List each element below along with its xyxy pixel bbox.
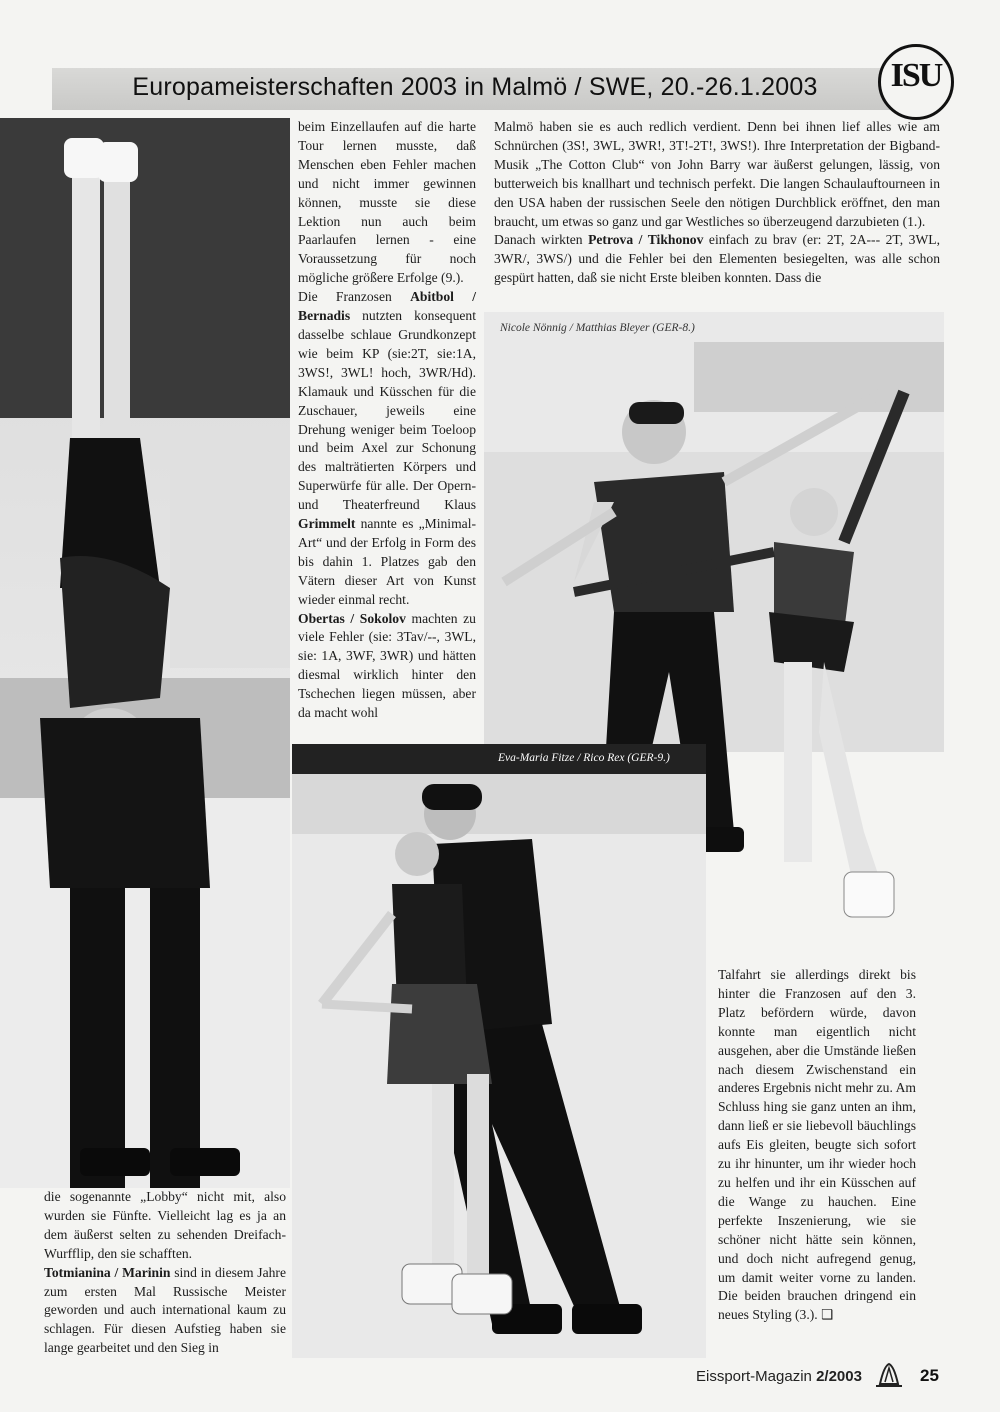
article-column-middle [298, 118, 476, 723]
skater-names: Obertas / Sokolov [298, 610, 406, 626]
text: nutzten konsequent dasselbe schlaue Grundkonzept wie beim KP (sie:2T, sie:1A, 3WS!, 3WL! hoch, 3WR/Hd). Klamauk und Küsschen für die Zuschauer, jeweils eine Drehung weniger beim Toeloop und beim Axel zur Schonung des malträtierten Körpers und Superwürfe für alle. Der Opern- und Theaterfreund Klaus [298, 308, 476, 513]
magazine-logo-icon [872, 1360, 906, 1390]
person-name: Grimmelt [298, 516, 356, 532]
issue-number: 2/2003 [816, 1368, 862, 1385]
photo-caption: Nicole Nönnig / Matthias Bleyer (GER-8.) [500, 322, 695, 334]
text: Die Franzosen [298, 289, 411, 305]
paragraph [494, 231, 940, 288]
magazine-name: Eissport-Magazin [696, 1368, 812, 1385]
text: Danach wirkten [494, 232, 589, 248]
page-title: Europameisterschaften 2003 in Malmö / SWE, 20.-26.1.2003 [132, 73, 818, 101]
paragraph: Malmö haben sie es auch redlich verdient. Denn bei ihnen lief alles wie am Schnürchen (3S!, 3WL, 3WR!, 3T!-2T!, 3WS!). Ihre Interpretation der Bigband-Musik „The Cotton Club“ von John Barry war äußerst gelungen, lässig, von butterweich bis knallhart und technisch perfekt. Die langen Schaulauftourneen in den USA haben der russischen Seele den nötigen Durchblick eröffnet, den man braucht, um etwas so ganz und gar Westliches so überzeugend darzubieten (1.). [494, 119, 940, 229]
article-column-bottom-right [718, 966, 916, 1325]
text: Talfahrt sie allerdings direkt bis hinter die Franzosen auf den 3. Platz befördern würde, davon konnte man eigentlich nicht ausgehen, aber die Umstände ließen nach diesem Zwischenstand ein anderes Ergebnis nicht mehr zu. Am Schluss hing sie ganz unten an ihm, dann ließ er sie liebevoll bäuchlings aufs Eis gleiten, beugte sich sofort zu ihr hinunter, um ihr wieder hoch zu helfen und ihr ein Küsschen auf die Wange zu hauchen. Eine perfekte Inszenierung, wie sie schöner nicht hätte sein können, und doch nicht aufregend genug, um damit weiter vorne zu landen. Die beiden brauchen dringend ein neues Styling (3.). [718, 967, 916, 1323]
paragraph [298, 288, 476, 609]
photo-lift-pair [0, 118, 290, 1188]
paragraph [44, 1264, 286, 1359]
isu-logo-text: ISU [890, 57, 942, 94]
photo-caption: Eva-Maria Fitze / Rico Rex (GER-9.) [498, 752, 670, 764]
paragraph: beim Einzellaufen auf die harte Tour lernen musste, daß Menschen eben Fehler machen und nicht immer gewinnen können, musste sie diese Lektion nun auch beim Paarlaufen lernen - eine Voraussetzung für noch mögliche größere Erfolge (9.). [298, 119, 476, 286]
text: machten zu viele Fehler (sie: 3Tav/--, 3WL, sie: 1A, 3WF, 3WR) und hätten diesmal wirklich hinter den Tschechen liegen müssen, aber da macht wohl [298, 610, 476, 721]
text: sind in diesem Jahre zum ersten Mal Russische Meister geworden und auch international kaum zu schlagen. Für diesen Aufstieg haben sie lange gearbeitet und den Sieg in [44, 1264, 286, 1356]
photo-pair-dance [292, 744, 706, 1358]
isu-logo-icon [878, 44, 954, 120]
skater-names: Abitbol / Bernadis [298, 289, 477, 324]
end-of-article-icon: ❑ [821, 1307, 834, 1323]
skater-names: Petrova / Tikhonov [588, 232, 704, 248]
text: nannte es „Minimal-Art“ und der Erfolg in Form des bis dahin 1. Platzes gab den Vätern dieser Art von Kunst wieder einmal recht. [298, 516, 476, 607]
paragraph [718, 966, 916, 1325]
paragraph [298, 610, 476, 723]
footer-magazine [696, 1368, 866, 1385]
page-number: 25 [920, 1366, 939, 1385]
paragraph: die sogenannte „Lobby“ nicht mit, also wurden sie Fünfte. Vielleicht lag es ja an dem äußerst selten zu sehenden Dreifach-Wurfflip, den sie schafften. [44, 1189, 286, 1261]
article-column-bottom-left [44, 1188, 286, 1358]
text: einfach zu brav (er: 2T, 2A--- 2T, 3WL, 3WR/, 3WS/) und die Fehler bei den Elementen besiegelten, was alle schon gespürt hatten, daß sie nicht Erste bleiben konnten. Dass die [494, 232, 940, 286]
article-column-right-top [494, 118, 940, 288]
skater-names: Totmianina / Marinin [44, 1264, 171, 1280]
header-bar [52, 68, 898, 110]
